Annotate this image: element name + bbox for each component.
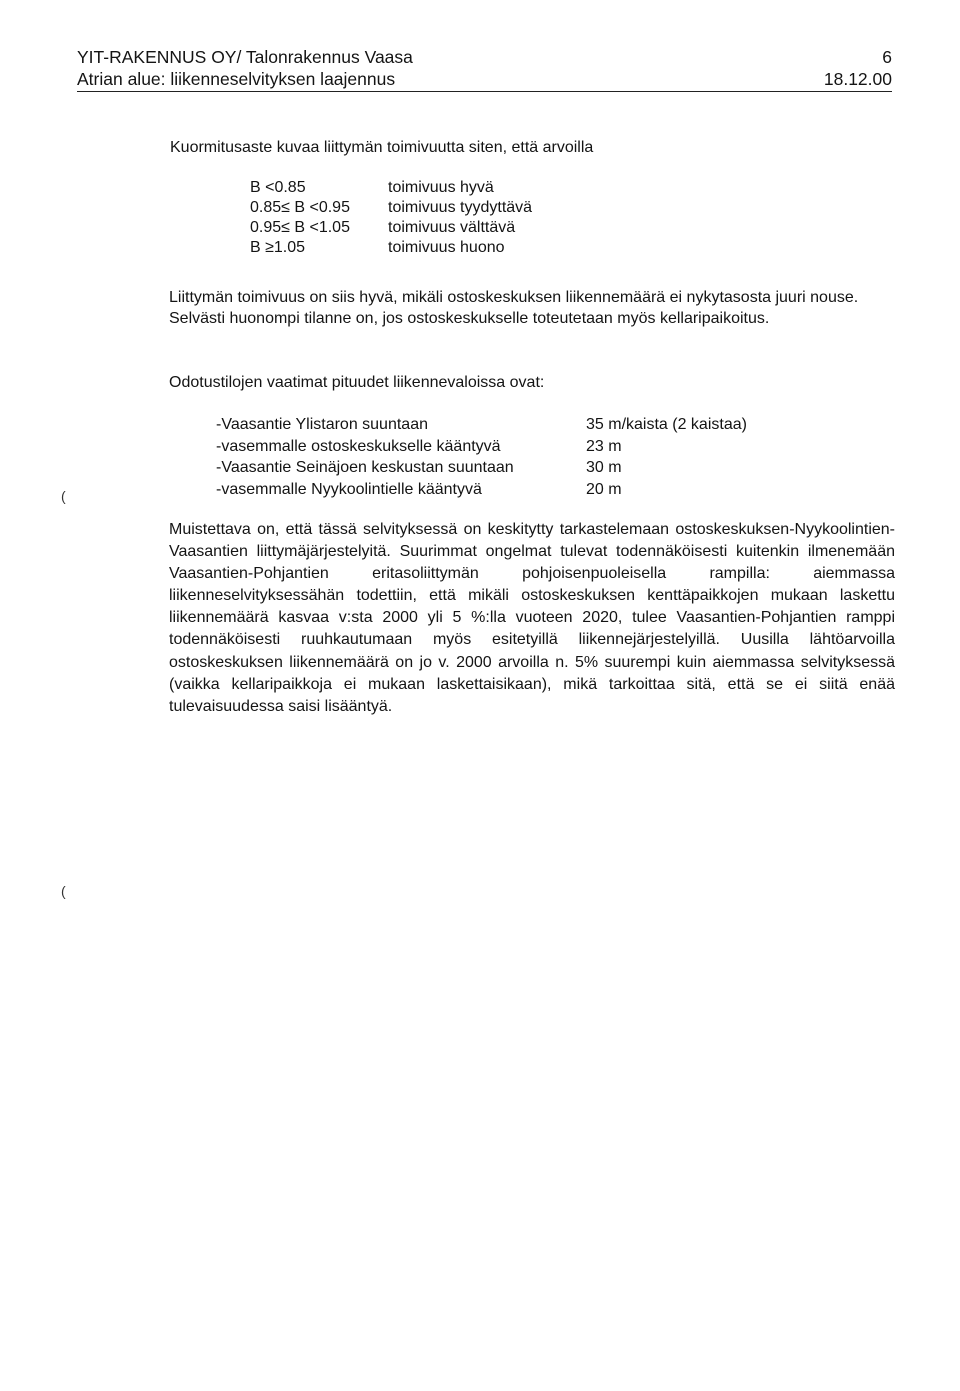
intro-text: Kuormitusaste kuvaa liittymän toimivuutta siten, että arvoilla xyxy=(170,139,594,156)
grade-description: toimivuus hyvä xyxy=(388,179,494,196)
page-number: 6 xyxy=(882,47,892,67)
queue-length: 30 m xyxy=(586,459,622,476)
queue-length: 23 m xyxy=(586,437,622,455)
header-row-1 xyxy=(77,46,892,68)
grade-row xyxy=(250,238,532,258)
company-name: YIT-RAKENNUS OY/ Talonrakennus Vaasa xyxy=(77,47,413,67)
queue-length-table xyxy=(216,414,747,500)
paragraph-conclusion: Muistettava on, että tässä selvityksessä on keskitytty tarkastelemaan ostoskeskuksen-Nyykoolintien-Vaasantien liittymäjärjestelyitä. Suurimmat ongelmat tulevat todennäköisesti kuitenkin ilmenemään Vaasantien-Pohjantien eritasoliittymän pohjoisenpuoleisella rampilla: aiemmassa liikenneselvityksessähän todettiin, että mikäli ostoskeskuksen kenttäpaikkojen mukaan laskettu liikennemäärä kasvaa v:sta 2000 yli 5 %:lla vuoteen 2020, tulee Vaasantien-Pohjantien ramppi todennäköisesti ruuhkautumaan myös esitetyillä liikennejärjestelyillä. Uusilla lähtöarvoilla ostoskeskuksen liikennemäärä on jo v. 2000 arvoilla n. 5% suurempi kuin aiemmassa selvityksessä (vaikka kellaripaikkoja ei mukaan laskettaisikaan), mikä tarkoittaa sitä, että se ei siitä enää tulevaisuudessa saisi lisääntyä. xyxy=(169,521,895,715)
queue-length: 35 m/kaista (2 kaistaa) xyxy=(586,416,747,433)
queue-row xyxy=(216,414,747,436)
grade-criterion: B ≥1.05 xyxy=(250,239,306,256)
grade-row xyxy=(250,178,532,198)
queue-length: 20 m xyxy=(586,480,622,498)
page-header xyxy=(77,46,892,92)
grade-row xyxy=(250,198,532,218)
queue-row xyxy=(216,479,747,501)
grade-description: toimivuus välttävä xyxy=(388,219,516,236)
grade-table xyxy=(250,178,532,258)
margin-mark: ( xyxy=(61,488,66,504)
grade-criterion: 0.85≤ B <0.95 xyxy=(250,199,350,216)
paragraph-performance: Liittymän toimivuus on siis hyvä, mikäli ostoskeskuksen liikennemäärä ei nykytasosta juuri nouse. Selvästi huonompi tilanne on, jos ostoskeskukselle toteutetaan myös kellaripaikoitus. xyxy=(169,289,859,327)
queue-route: -vasemmalle Nyykoolintielle kääntyvä xyxy=(216,480,482,498)
queue-route: -vasemmalle ostoskeskukselle kääntyvä xyxy=(216,437,501,455)
margin-mark: ( xyxy=(61,883,66,899)
header-row-2 xyxy=(77,68,892,92)
queue-row xyxy=(216,457,747,479)
grade-criterion: 0.95≤ B <1.05 xyxy=(250,219,350,236)
grade-row xyxy=(250,218,532,238)
grade-criterion: B <0.85 xyxy=(250,179,306,196)
queue-row xyxy=(216,436,747,458)
document-date: 18.12.00 xyxy=(823,69,892,89)
queue-intro: Odotustilojen vaatimat pituudet liikennevaloissa ovat: xyxy=(169,374,545,391)
grade-description: toimivuus huono xyxy=(388,239,505,256)
grade-description: toimivuus tyydyttävä xyxy=(388,199,533,216)
queue-route: -Vaasantie Ylistaron suuntaan xyxy=(216,416,428,433)
project-title: Atrian alue: liikenneselvityksen laajennus xyxy=(77,69,396,89)
queue-route: -Vaasantie Seinäjoen keskustan suuntaan xyxy=(216,459,514,476)
